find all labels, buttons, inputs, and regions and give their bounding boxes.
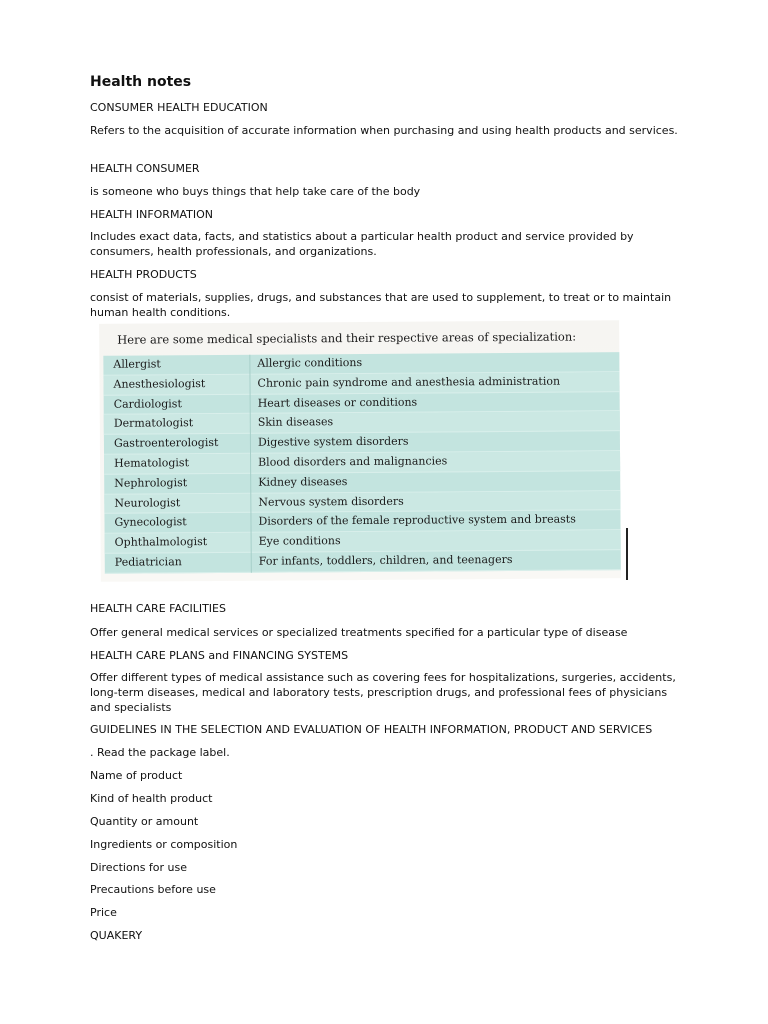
specialization-area: Kidney diseases [258, 474, 348, 489]
specialization-area: Skin diseases [257, 415, 334, 430]
section-heading: QUAKERY [90, 929, 143, 942]
section-heading: HEALTH CONSUMER [90, 162, 200, 175]
list-item: Price [90, 906, 117, 919]
specialist-name: Anesthesiologist [113, 376, 206, 391]
specialist-name: Ophthalmologist [114, 535, 208, 549]
specialist-name: Hematologist [114, 456, 190, 470]
section-body: is someone who buys things that help take care of the body [90, 185, 421, 198]
page-title: Health notes [90, 74, 192, 90]
section-heading: HEALTH PRODUCTS [90, 268, 197, 281]
guidelines-intro: . Read the package label. [90, 746, 230, 759]
specialists-table [103, 352, 621, 574]
table-row [105, 550, 621, 573]
specialists-photo [99, 320, 621, 582]
list-item: Kind of health product [90, 792, 213, 805]
list-item: Name of product [90, 769, 183, 782]
list-item: Ingredients or composition [90, 838, 238, 851]
list-item: Quantity or amount [90, 815, 199, 828]
section-heading: CONSUMER HEALTH EDUCATION [90, 101, 268, 114]
specialization-area: Disorders of the female reproductive system and breasts [258, 512, 576, 529]
specialist-name: Dermatologist [113, 416, 194, 431]
specialization-area: Chronic pain syndrome and anesthesia administration [257, 374, 561, 390]
specialization-area: For infants, toddlers, children, and teenagers [258, 552, 513, 568]
specialists-caption: Here are some medical specialists and their respective areas of specialization: [117, 329, 577, 347]
list-item: Directions for use [90, 861, 188, 874]
specialist-name: Cardiologist [113, 396, 182, 411]
specialization-area: Blood disorders and malignancies [258, 454, 448, 469]
section-heading: HEALTH INFORMATION [90, 208, 213, 221]
specialist-name: Neurologist [114, 495, 181, 510]
specialist-name: Gastroenterologist [113, 436, 219, 450]
photo-edge-shadow [626, 528, 628, 580]
specialist-name: Allergist [113, 357, 161, 371]
section-body: Refers to the acquisition of accurate information when purchasing and using health products and services. [90, 124, 678, 137]
list-item: Precautions before use [90, 883, 216, 896]
guidelines-heading: GUIDELINES IN THE SELECTION AND EVALUATION OF HEALTH INFORMATION, PRODUCT AND SERVICES [90, 723, 653, 736]
section-heading: HEALTH CARE PLANS and FINANCING SYSTEMS [90, 649, 349, 662]
section-body: Includes exact data, facts, and statistics about a particular health product and service provided by consumers, health professionals, and organizations. [90, 230, 634, 258]
specialization-area: Heart diseases or conditions [257, 395, 418, 410]
section-heading: HEALTH CARE FACILITIES [90, 602, 226, 615]
specialization-area: Eye conditions [258, 534, 341, 548]
specialist-name: Pediatrician [114, 555, 182, 569]
specialization-area: Digestive system disorders [257, 434, 409, 449]
specialization-area: Nervous system disorders [258, 494, 404, 509]
specialist-name: Nephrologist [114, 476, 188, 490]
section-body: Offer general medical services or specialized treatments specified for a particular type of disease [90, 626, 628, 639]
specialist-name: Gynecologist [114, 515, 187, 530]
specialization-area: Allergic conditions [257, 355, 363, 370]
section-body: consist of materials, supplies, drugs, and substances that are used to supplement, to treat or to maintain human health conditions. [90, 291, 672, 319]
section-body: Offer different types of medical assistance such as covering fees for hospitalizations, surgeries, accidents, long-term diseases, medical and laboratory tests, prescription drugs, and professional fees of physicians and specialists [90, 671, 676, 714]
